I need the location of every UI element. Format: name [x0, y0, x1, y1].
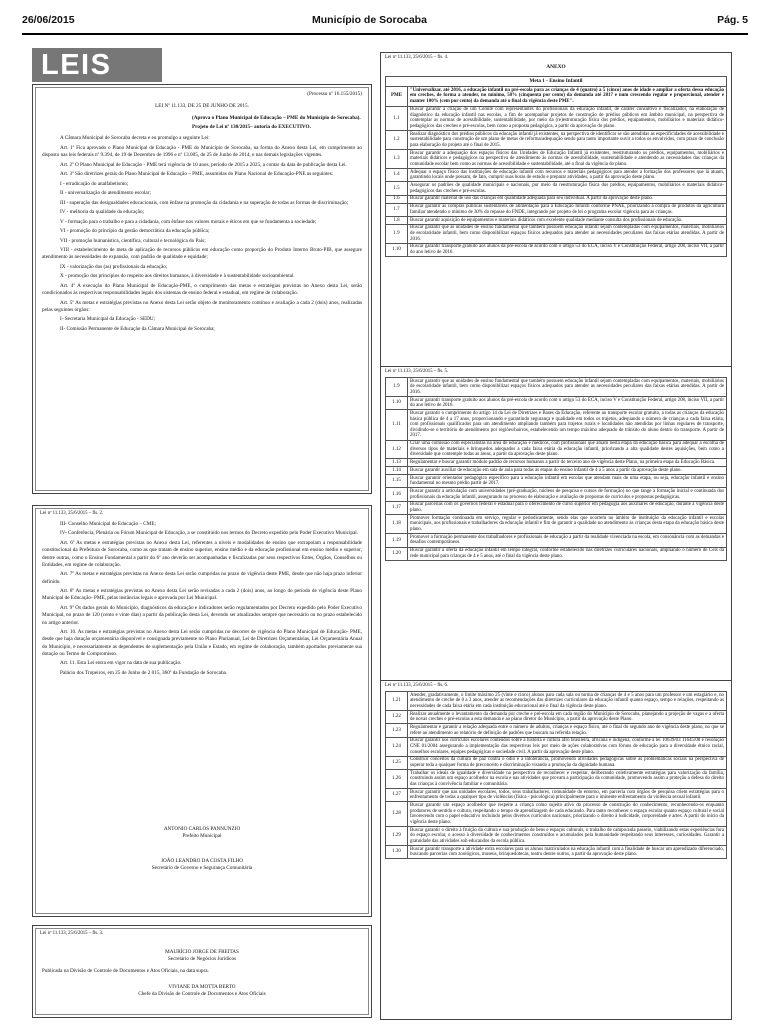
law-paragraph: Art. 7º As metas e estratégias previstas no Anexo desta Lei serão cumpridas no prazo de vigência deste PME, desde que não haja prazo inferior definido.	[42, 571, 362, 585]
strategy-row	[386, 475, 727, 488]
strategy-number: 1.23	[386, 724, 408, 737]
strategy-number: 1.27	[386, 789, 408, 802]
law-paragraph: III- Conselho Municipal de Educação – CME;	[60, 521, 156, 527]
fl4-label: Lei nº 11.133, 25/6/2015 – fls. 4.	[385, 55, 449, 60]
strategy-row	[386, 182, 727, 195]
strategy-number: 1.16	[386, 488, 408, 501]
strategy-row	[386, 203, 727, 216]
signature-block-legal	[42, 949, 362, 998]
law-paragraph: II- Comissão Permanente de Educação da Câmara Municipal de Sorocaba;	[60, 325, 215, 332]
strategy-row	[386, 150, 727, 169]
strategy-number: 1.30	[386, 845, 408, 858]
strategy-text: Buscar garantir transporte gratuito aos alunos da pré-escola de acordo com o artigo 53 do ECA, inciso V e Constituição Federal, artigo 208, inciso VII, a partir do ano letivo de 2016.	[408, 243, 727, 256]
strategy-row	[386, 195, 727, 203]
law-paragraph: Art. 8º As metas e estratégias previstas no Anexo desta Lei serão revisadas a cada 2 (dois) anos, ao longo do período de vigência deste Plano Municipal de Educação- PME, pelas instâncias legais e aprovada por Lei Municipal.	[42, 588, 362, 602]
strategy-number: 1.9	[386, 378, 408, 397]
law-paragraph: Art. 4º A execução do Plano Municipal de Educação-PME, o cumprimento das metas e estratégias previstas no Anexo desta Lei, serão condicionados às respectivas responsabilidades legais dos sistemas de ensino federal e estadual, em regime de colaboração.	[42, 282, 362, 297]
strategy-row	[386, 106, 727, 131]
law-paragraph: VIII - estabelecimento de meta de aplicação de recursos públicos em educação como proporção do Produto Interno Bruto-PIB, que assegure atendimento às necessidades de expansão, com padrão de qualidade e equidade;	[42, 247, 362, 261]
strategy-text: Buscar garantir um espaço acolhedor que respeite a criança como sujeito ativo do processo de construção do conhecimento, reconhecendo-os enquanto produtores de sentido e cultura, respeitando o tempo de aprendizagem de cada educando. Para tanto reconhecer o espaço escolar quanto espaço cultural e social favorecendo com o papel educativo incluindo pelos diversos currículos nacionais, priorizando o direito à ludicidade, corporeidade e artes. A partir do início da vigência deste plano.	[408, 802, 727, 827]
strategy-text: Regulamentar e garantir a relação adequada entre o número de adultos, crianças e espaço físico, até o final do segundo ano de vigência deste plano, no que se refere ao atendimento ao relatório de definição de padrões que buscam na referida relação.	[408, 724, 727, 737]
gov-name: JOÃO LEANDRO DA COSTA FILHO	[160, 858, 243, 864]
strategy-number: 1.2	[386, 131, 408, 150]
strategy-number: 1.15	[386, 475, 408, 488]
law-paragraph: IV - melhoria da qualidade da educação;	[60, 209, 145, 216]
strategy-text: Buscar garantir que as unidades de ensino fundamental que também possuem educação infantil sejam contempladas com equipamentos, materiais, mobiliários de escolaridade infantil, bem como disponibilizar espaços físicos adequados para atender as necessidades peculiares das faixas etárias atendidas. A partir de 2016.	[408, 378, 727, 397]
strategy-text: Buscar garantir orientador pedagógico específico para a educação infantil em escolas que atendam mais de uma etapa, ou seja, educação infantil e ensino fundamental no mesmo prédio partir de 2017.	[408, 475, 727, 488]
law-fl2-box	[32, 505, 372, 917]
strategy-text: Buscar parcerias com os governos federal e estadual para o oferecimento de curso superior em pedagogia aos auxiliares de educação, durante a vigência deste plano.	[408, 501, 727, 514]
law-paragraph: Art. 9º Os dados gerais do Município, diagnósticos da educação e indicadores serão regulamentados por Decreto expedido pelo Poder Executivo Municipal, no prazo de 120 (cento e vinte dias) a partir da publicação desta Lei, devendo ser atualizados sempre que necessário ou no prazo estabelecido no artigo anterior.	[42, 604, 362, 626]
strategy-text: Adequar o espaço físico das instituições de educação infantil com recursos e materiais pedagógicos para atender a formação dos professores que lá atuam, garantindo locais onde possam, de fato, cumprir suas horas de estudo e preparar atividades, a partir da aprovação deste plano.	[408, 169, 727, 182]
strategy-text: Realizar diagnóstico dos prédios públicos da educação infantil já existentes, na perspectiva de identificar se são atendidas as especificidades de acessibilidade e sustentabilidade para construção de um plano de metas de reforma/adequação sendo para tanto importante ouvir a todos os envolvidos, com prazo de conclusão para elaboração do projeto até o final de 2015.	[408, 131, 727, 150]
meta-table-fl4	[385, 86, 727, 257]
strategy-row	[386, 243, 727, 256]
meta-header-row	[386, 87, 727, 107]
law-paragraph: II - universalização do atendimento escolar;	[60, 190, 151, 197]
strategy-number: 1.8	[386, 216, 408, 224]
strategy-row	[386, 789, 727, 802]
meta-text: "Universalizar, até 2016, a educação infantil na pré-escola para as crianças de 4 (quatro) a 5 (cinco) anos de idade e ampliar a oferta dessa educação em creches, de forma a atender, no mínimo, 50% (cinquenta por cento) da demanda até 2017 e num crescendo regular e proporcional, atender e manter 100% (cem por cento) da demanda até o final da vigência deste PME".	[408, 87, 727, 107]
strategy-number: 1.10	[386, 243, 408, 256]
meta-table-fl6	[385, 691, 727, 859]
strategy-number: 1.10	[386, 396, 408, 409]
anexo-fl6-box	[380, 680, 732, 1020]
law-paragraph: A Câmara Municipal de Sorocaba decreta e eu promulgo a seguinte Lei:	[60, 135, 210, 142]
header-date: 26/06/2015	[22, 14, 75, 26]
process-number: (Processo nº 16.155/2015)	[307, 91, 362, 97]
law-title: LEI Nº 11.133, DE 25 DE JUNHO DE 2015.	[155, 103, 249, 110]
law-paragraph: X - promoção dos princípios do respeito aos direitos humanos, à diversidade e à sustentabilidade socioambiental.	[60, 273, 295, 280]
strategy-text: Buscar garantir as compras públicas sustentáveis de alimentação para a Educação Infantil conforme PNAE, priorizando a compra de produtos da agricultura familiar atendendo o mínimo de 30% do repasse do FNDE, integrando por projeto de lei o programa escolar vigência para as crianças.	[408, 203, 727, 216]
law-paragraphs	[42, 135, 362, 333]
strategy-row	[386, 710, 727, 723]
strategy-row	[386, 724, 727, 737]
signature-block-mayor	[42, 826, 362, 872]
strategy-text: Buscar garantir a articulação com universidades (pré-graduação, núcleos de pesquisa e cursos de formação) no que tange a formação inicial e continuada dos profissionais da educação infantil, assegurando no processo de elaboração e avaliação de propostas de currículos e propostas pedagógicas.	[408, 488, 727, 501]
section-title: LEIS	[41, 49, 112, 81]
strategy-number: 1.13	[386, 459, 408, 467]
law-paragraph: IV- Conferência, Plenária ou Fórum Municipal de Educação, a se constituído nos termos do Decreto expedido pelo Poder Executivo Municipal.	[60, 530, 359, 537]
strategy-number: 1.20	[386, 547, 408, 560]
meta-title: Meta 1 - Ensino Infantil	[385, 76, 727, 86]
strategy-text: Buscar garantir que as unidades de ensino fundamental que também possuem educação infantil sejam contempladas com equipamentos, materiais, mobiliários de escolaridade infantil, bem como disponibilizar espaços físicos adequados para atender as necessidades peculiares das faixas etárias atendidas. A partir de 2016.	[408, 224, 727, 243]
pme-label: PME	[386, 87, 408, 107]
strategy-row	[386, 467, 727, 475]
strategy-row	[386, 440, 727, 459]
strategy-text: Criar uma comissão com especialistas na área de educação e médicos, com profissionais que atuam nesta etapa da educação básica para adequar a escolha de diversos tipos de materiais e brinquedos adequados a cada faixa etária da educação infantil, priorizando a alta qualidade destes aquisições, bem como a diversidade que contemple todas as áreas, a partir da aprovação deste plano.	[408, 440, 727, 459]
law-paragraph: I- Secretaria Municipal da Educação - SEDU;	[60, 316, 156, 323]
strategy-text: Assegurar os padrões de qualidade municipais e nacionais, por meio da reestruturação física dos prédios, equipamentos, mobiliários e materiais didático-pedagógicos das creches e pré-escolas.	[408, 182, 727, 195]
meta-table-fl5	[385, 377, 727, 561]
anexo-fl4-box	[380, 52, 732, 374]
strategy-number: 1.18	[386, 515, 408, 534]
strategy-row	[386, 692, 727, 711]
strategy-row	[386, 826, 727, 845]
law-paragraph: Palácio dos Tropeiros, em 25 de Junho de 2 015, 360º da Fundação de Sorocaba.	[60, 669, 228, 676]
mayor-role: Prefeito Municipal	[182, 833, 222, 839]
strategy-number: 1.9	[386, 224, 408, 243]
strategy-text: Trabalhar os ideais de igualdade e diversidade na perspectiva de reconhecer e respeitar, deliberando coletivamente estratégias para valorização da família, construindo assim um espaço acolhedor na escola e nas atividades que provam a participação da comunidade, promovendo assim a proteção a defesa do direito das crianças à convivência familiar e comunitária.	[408, 770, 727, 789]
law-paragraph: Art. 3º São diretrizes gerais do Plano Municipal de Educação – PME, assumidas do Plano Nacional de Educação-PNE as seguintes:	[60, 171, 334, 178]
header-city: Município de Sorocaba	[312, 14, 427, 26]
fl2-label: Lei nº 11.133, 25/6/2015 – fls. 2.	[40, 511, 104, 516]
strategy-text: Buscar garantir aquisição de equipamentos e materiais didáticos com excelente qualidade mediante consulta dos profissionais de educação.	[408, 216, 727, 224]
strategy-text: Buscar garantir a oferta da educação infantil em tempo integral, conforme estabelecido nas diretrizes curriculares nacionais, ampliando o número de Ceis da rede municipal para crianças de 4 e 5 anos, até o final da vigência deste plano.	[408, 547, 727, 560]
strategy-row	[386, 396, 727, 409]
strategy-text: Promover formação continuada em serviço, regular e periodicamente, sendo elas que ocorrem no âmbito de instituição da educação infantil e escolas municipais, aos profissionais e trabalhadores da educação infantil e fim de garantir a qualidade no atendimento às crianças desta etapa da educação básica deste plano.	[408, 515, 727, 534]
strategy-text: Buscar garantir a adequação dos espaços físicos das Unidades de Educação Infantil já existentes, reestruturando os prédios, equipamentos, mobiliários e materiais didáticos e pedagógicos na perspectiva de atendimento às normas de acessibilidade, sustentabilidade e atendendo as necessidades das crianças da comunidade escolar bem como as normas de acessibilidade e sustentabilidade, até o final da vigência do plano.	[408, 150, 727, 169]
strategy-number: 1.5	[386, 182, 408, 195]
strategy-number: 1.6	[386, 195, 408, 203]
strategy-number: 1.4	[386, 169, 408, 182]
strategy-number: 1.21	[386, 692, 408, 711]
strategy-row	[386, 534, 727, 547]
strategy-row	[386, 410, 727, 440]
doc-name: VIVIANE DA MOTTA BERTO	[168, 984, 236, 990]
fl3-label: Lei nº 11.133, 25/6/2015 – fls. 3.	[40, 931, 104, 936]
strategy-text: Atender, gradativamente, o limite máximo 25 (vinte e cinco) alunos para cada sala ou turma de crianças de 4 e 5 anos para um professor e um estagiário e, no atendimento de creche de 0 a 3 anos, atender as recomendações das diretrizes curriculares da educação infantil quanto espaço, tempo e relações, respeitando as necessidades de cada faixa etária em cada instituição educacional até o final da vigência deste plano.	[408, 692, 727, 711]
law-paragraph: VI - promoção do princípio da gestão democrática da educação pública;	[60, 228, 210, 235]
legal-role: Secretário de Negócios Jurídicos	[167, 956, 237, 962]
strategy-text: Buscar garantir transporte gratuito aos alunos da pré-escola de acordo com o artigo 53 do ECA, inciso V e Constituição Federal, artigo 208, inciso VII, a partir do ano letivo de 2016.	[408, 396, 727, 409]
strategy-row	[386, 845, 727, 858]
strategy-text: Realizar anualmente o levantamento da demanda por creche e pré-escola em cada região do Município de Sorocaba, planejando a projeção de vagas e a oferta de novas creches e pré-escolas a esta demanda e ao plano diretor do Município, a partir da aprovação deste Plano.	[408, 710, 727, 723]
strategy-row	[386, 802, 727, 827]
anexo-title: ANEXO	[546, 64, 566, 70]
strategy-row	[386, 501, 727, 514]
strategy-row	[386, 756, 727, 769]
strategy-text: Buscar garantir o cumprimento do artigo 14 da Lei de Diretrizes e Bases da Educação, referente ao transporte escolar gratuito, a todas as crianças da educação básica pública de 4 a 17 anos, proporcionando e garantindo segurança e qualidade em todos os trajetos, adequando o número de crianças a cada faixa etária, com profissionais qualificados para um atendimento ampliando também para trajetos rurais e localidades não atendidas por linhas regulares de transporte, dividindo-se o território de atendimento por regiões/bairros, estabelecendo um tempo máximo adequado de trânsito do aluno dentro do transporte. A partir de 2017.	[408, 410, 727, 440]
strategy-row	[386, 131, 727, 150]
strategy-number: 1.7	[386, 203, 408, 216]
strategy-number: 1.12	[386, 440, 408, 459]
strategy-text: Promover a formação permanente dos trabalhadores e profissionais de educação a partir da realidade vivenciada na escola, em consonância com as demandas e desafios contemporâneos.	[408, 534, 727, 547]
law-body	[42, 91, 362, 335]
strategy-row	[386, 770, 727, 789]
strategy-number: 1.24	[386, 737, 408, 756]
gov-role: Secretário de Governo e Segurança Comunitária	[151, 865, 253, 871]
strategy-text: Regulamentar e buscar garantir módulo padrão de recursos humanos a partir do terceiro ano de vigência deste Plano, na primeira etapa da Educação Básica.	[408, 459, 727, 467]
law-paragraph: V - formação para o trabalho e para a cidadania, com ênfase nos valores morais e éticos em que se fundamenta a sociedade;	[60, 218, 317, 225]
strategy-row	[386, 459, 727, 467]
strategy-number: 1.11	[386, 410, 408, 440]
law-paragraph: III - superação das desigualdades educacionais, com ênfase na promoção da cidadania e na superação de todas as formas de discriminação;	[60, 199, 349, 206]
strategy-text: Buscar garantir nos currículos escolares conteúdos sobre a história e cultura afro brasileira, africana e indígena, conforme a lei 10639/03 11645/08 e resolução CNE 01/2004 assegurando a implementação das respectivas leis por meio de ações colaborativas com fóruns de educação para a diversidade étnico racial, conselhos escolares, equipes pedagógicas e sociedade civil. A partir da aprovação deste plano.	[408, 737, 727, 756]
law-paragraph: VII - promoção humanística, científica, cultural e tecnológica do País;	[60, 237, 206, 244]
fl2-paragraphs	[42, 521, 362, 677]
strategy-number: 1.3	[386, 150, 408, 169]
law-fl3-box	[32, 925, 372, 1018]
anexo-fl5-box	[380, 366, 732, 682]
legal-name: MAURÍCIO JORGE DE FREITAS	[165, 949, 239, 955]
law-project: Projeto de Lei nº 130/2015– autoria do EXECUTIVO.	[192, 124, 311, 131]
strategy-text: Buscar garantir transporte a atividade extra escolares para os alunos matriculados na educação infantil com a finalidade de buscar um aprendizado diferenciado, buscando parcerias com zoológicos, museus, brinquedotecas, teatro dentre outros, a partir da aprovação deste plano.	[408, 845, 727, 858]
strategy-number: 1.17	[386, 501, 408, 514]
strategy-text: Buscar garantir o direito à fruição da cultura e sua produção de bens e espaços culturais, o trabalho de campo/aula passeio, viabilizando estas experiências fora do espaço escolar, o acesso à diversidade de conhecimentos construídos e acumulados pela humanidade respeitando seus interesses, curiosidades. Garantir a gratuidade das atividades sob educandos da escola pública.	[408, 826, 727, 845]
law-paragraph: Art. 1º Fica aprovado o Plano Municipal de Educação - PME do Município de Sorocaba, na forma do Anexo desta Lei, em cumprimento ao disposto nas leis federais nº 9.394, de 19 de Dezembro de 1996 e nº 13.005, de 25 de Junho de 2014, e nas demais legislações vigentes.	[42, 144, 362, 159]
strategy-row	[386, 378, 727, 397]
law-paragraph: IX - valorização dos (as) profissionais da educação;	[60, 263, 168, 270]
strategy-number: 1.25	[386, 756, 408, 769]
strategy-number: 1.1	[386, 106, 408, 131]
law-paragraph: Art. 2º O Plano Municipal de Educação - PME terá vigência de 10 anos, período de 2015 a 2025, a contar da data de publicação desta Lei.	[60, 161, 347, 168]
law-paragraph: Art. 6º As metas e estratégias previstas no Anexo desta Lei, referentes a níveis e modalidades de ensino que extrapolam a responsabilidade constitucional da Prefeitura de Sorocaba, como as que tratam de ensino superior, ensino médio e da educação profissional em ensino médio e superior, dentre outras, como o Ensino Fundamental a partir do 6º ano deverão ser acompanhadas e fiscalizadas por seus respectivos Entes, Órgãos, Conselhos ou Entidades, em regime de colaboração.	[42, 539, 362, 568]
strategy-text: Buscar garantir material de uso das crianças em quantidade adequada para seu individual. A partir da aprovação deste plano.	[408, 195, 727, 203]
strategy-row	[386, 515, 727, 534]
fl2-body	[42, 521, 362, 679]
strategy-row	[386, 547, 727, 560]
strategy-row	[386, 224, 727, 243]
mayor-name: ANTONIO CARLOS PANNUNZIO	[163, 826, 241, 832]
page-header	[22, 6, 748, 42]
law-summary: (Aprova o Plano Municipal de Educação – PME do Município de Sorocaba).	[192, 114, 361, 121]
strategy-number: 1.26	[386, 770, 408, 789]
law-box	[32, 84, 372, 494]
strategy-number: 1.22	[386, 710, 408, 723]
law-paragraph: Art. 5º As metas e estratégias previstas no Anexo desta Lei serão objeto de monitoramento contínuo e avaliação a cada 2 (dois) anos, realizadas pelas seguintes órgãos:	[42, 299, 362, 313]
section-banner	[32, 48, 162, 82]
strategy-row	[386, 216, 727, 224]
published-note: Publicada na Divisão de Controle de Documentos e Atos Oficiais, na data supra.	[42, 968, 209, 974]
law-paragraph: I - erradicação do analfabetismo;	[60, 180, 129, 187]
header-page: Pág. 5	[717, 14, 748, 26]
fl5-label: Lei nº 11.133, 25/6/2015 – fls. 5.	[385, 369, 449, 374]
strategy-text: Construir conceitos da cultura de paz contra o ódio e a intolerância, promovendo atividades pedagógicas sobre as problemáticas sociais na perspectiva de superar toda a qualquer forma de preconceito e discriminação visando a promoção da dignidade humana.	[408, 756, 727, 769]
doc-role: Chefe da Divisão de Controle de Documentos e Atos Oficiais	[138, 991, 266, 997]
strategy-text: Buscar garantir auxiliar de educação em sala de aula para todas as etapas do ensino infantil de 4 a 5 anos a partir da aprovação deste plano.	[408, 467, 727, 475]
law-paragraph: Art. 10. As metas e estratégias previstas no Anexo desta Lei serão cumpridas no decorrer de vigência do Plano Municipal de Educação- PME, desde que haja dotação orçamentária disponível e consignada previamente no Plano Plurianual, Lei de Diretrizes Orçamentárias, Lei Orçamentária Anual do Município, e necessariamente as dependentes de suplementação pela União e Estado, em regime de colaboração, também aportados previamente sua dotação ou Termo de Compromisso.	[42, 628, 362, 657]
strategy-row	[386, 488, 727, 501]
strategy-text: Buscar garantir que nas unidades escolares, todos, seus trabalhadores, comunidade do entorno, em parceria com órgãos de pesquisa criem estratégias para o enfrentamento de todas a qualquer tipo de violências (física - psicológica) principalmente para o iminente enfrentamento da violência sexual infantil.	[408, 789, 727, 802]
strategy-row	[386, 737, 727, 756]
strategy-number: 1.14	[386, 467, 408, 475]
strategy-row	[386, 169, 727, 182]
strategy-number: 1.28	[386, 802, 408, 827]
header-rule	[22, 33, 748, 35]
strategy-text: Buscar garantir a criação de um Comitê com representantes do profissionais da educação infantil, de caráter consultivo e fiscalizador, na elaboração de diagnóstico da educação infantil nas escolas, a fim de acompanhar projetos de construção de prédios públicos em âmbito municipal, na perspectiva de contemplar as normas de acessibilidade, sustentabilidade, por meio da (re)estruturação física dos prédios, equipamentos, mobiliários e materiais didático-pedagógicos das creches e pré-escolas, bem como a proposta pedagógica, a partir da aprovação do plano.	[408, 106, 727, 131]
strategy-number: 1.19	[386, 534, 408, 547]
law-paragraph: Art. 11. Esta Lei entra em vigor na data de sua publicação.	[60, 660, 182, 667]
fl6-label: Lei nº 11.133, 25/6/2015 – fls. 6.	[385, 683, 449, 688]
strategy-number: 1.29	[386, 826, 408, 845]
